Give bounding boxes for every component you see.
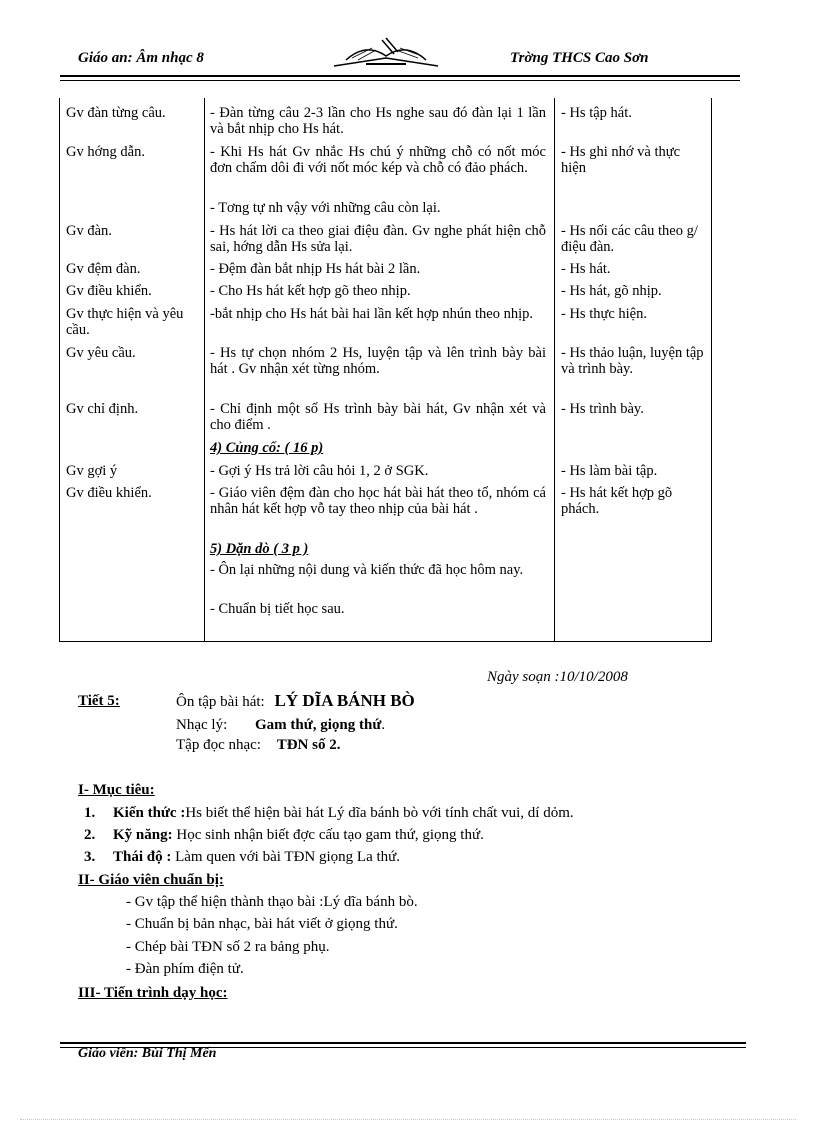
student-cell: - Hs hát. — [561, 261, 611, 277]
prep-date: Ngày soạn :10/10/2008 — [487, 669, 628, 685]
content-cell: - Gợi ý Hs trả lời câu hỏi 1, 2 ở SGK. — [210, 463, 429, 479]
objective-text: Hs biết thể hiện bài hát Lý dĩa bánh bò với tính chất vui, dí dỏm. — [185, 805, 574, 821]
column-divider — [204, 98, 205, 641]
objective-text: Làm quen với bài TĐN giọng La thứ. — [171, 849, 401, 865]
procedure-heading: III- Tiến trình dạy học: — [78, 985, 228, 1001]
student-cell: - Hs nối các câu theo g/điệu đàn. — [561, 223, 698, 255]
student-cell: - Hs hát kết hợp gõ phách. — [561, 485, 673, 517]
content-cell: - Tơng tự nh vậy với những câu còn lại. — [210, 200, 441, 216]
header-rule — [60, 75, 740, 77]
student-cell: - Hs tập hát. — [561, 105, 632, 121]
preparation-item: - Chuẩn bị bản nhạc, bài hát viết ở giọng thứ. — [126, 916, 398, 932]
objective-item — [84, 848, 400, 866]
content-cell: - Giáo viên đệm đàn cho học hát bài hát theo tổ, nhóm cá nhân hát kết hợp vỗ tay theo nhịp của bài hát . — [210, 485, 546, 517]
objective-number: 1. — [84, 805, 96, 821]
lesson-line-3 — [176, 736, 340, 754]
lesson-table — [59, 98, 712, 642]
content-cell: - Hs hát lời ca theo giai điệu đàn. Gv nghe phát hiện chỗ sai, hớng dẫn Hs sửa lại. — [210, 223, 546, 255]
lesson-line-2-prefix: Nhạc lý: — [176, 717, 228, 733]
preparation-item: - Gv tập thể hiện thành thạo bài :Lý dĩa bánh bò. — [126, 894, 418, 910]
column-divider — [554, 98, 555, 641]
lesson-line-3-prefix: Tập đọc nhạc: — [176, 737, 261, 753]
header-rule-thin — [60, 80, 740, 81]
song-title: LÝ DĨA BÁNH BÒ — [274, 691, 415, 710]
content-cell: - Ôn lại những nội dung và kiến thức đã học hôm nay. — [210, 562, 524, 578]
teacher-cell: Gv đệm đàn. — [66, 261, 141, 277]
objective-number: 3. — [84, 849, 96, 865]
content-cell: - Cho Hs hát kết hợp gõ theo nhịp. — [210, 283, 411, 299]
lesson-line-2 — [176, 716, 385, 734]
content-cell: - Khi Hs hát Gv nhắc Hs chú ý những chỗ có nốt móc đơn chấm dôi đi với nốt móc kép và chỗ có đảo phách. — [210, 144, 546, 176]
content-cell: -bắt nhịp cho Hs hát bài hai lần kết hợp nhún theo nhịp. — [210, 306, 533, 322]
lesson-line-1 — [176, 692, 415, 711]
student-cell: - Hs thực hiện. — [561, 306, 647, 322]
objective-label: Kỹ năng: — [113, 827, 173, 843]
teacher-cell: Gv điều khiển. — [66, 485, 152, 501]
teacher-cell: Gv gợi ý — [66, 463, 118, 479]
content-cell: - Hs tự chọn nhóm 2 Hs, luyện tập và lên trình bày bài hát . Gv nhận xét từng nhóm. — [210, 345, 546, 377]
preparation-heading: II- Giáo viên chuẩn bị: — [78, 872, 224, 888]
lesson-line-1-prefix: Ôn tập bài hát: — [176, 694, 265, 710]
teacher-cell: Gv đàn từng câu. — [66, 105, 166, 121]
teacher-cell: Gv thực hiện và yêu cầu. — [66, 306, 184, 338]
objective-item — [84, 804, 574, 822]
student-cell: - Hs làm bài tập. — [561, 463, 658, 479]
preparation-item: - Đàn phím điện tử. — [126, 961, 244, 977]
footer-rule — [60, 1042, 746, 1044]
objective-text: Học sinh nhận biết đợc cấu tạo gam thứ, giọng thứ. — [172, 827, 484, 843]
content-cell: - Đệm đàn bắt nhịp Hs hát bài 2 lần. — [210, 261, 421, 277]
footer-teacher: Giáo viên: Bùi Thị Mến — [78, 1046, 217, 1061]
objective-number: 2. — [84, 827, 96, 843]
objective-label: Kiến thức : — [113, 805, 186, 821]
preparation-item: - Chép bài TĐN số 2 ra bảng phụ. — [126, 939, 330, 955]
lesson-label: Tiết 5: — [78, 693, 120, 709]
student-cell: - Hs ghi nhớ và thực hiện — [561, 144, 681, 176]
student-cell: - Hs hát, gõ nhịp. — [561, 283, 662, 299]
content-cell: - Chuẩn bị tiết học sau. — [210, 601, 345, 617]
page-edge-dots — [20, 1119, 796, 1120]
student-cell: - Hs thảo luận, luyện tập và trình bày. — [561, 345, 704, 377]
teacher-cell: Gv chỉ định. — [66, 401, 139, 417]
header-right: Trờng THCS Cao Sơn — [510, 50, 649, 66]
book-logo-icon — [326, 36, 446, 72]
student-cell: - Hs trình bày. — [561, 401, 644, 417]
objective-label: Thái độ : — [113, 849, 172, 865]
teacher-cell: Gv đàn. — [66, 223, 112, 239]
teacher-cell: Gv yêu cầu. — [66, 345, 136, 361]
objective-item — [84, 826, 484, 844]
solfege-title: TĐN số 2. — [276, 737, 341, 753]
teacher-cell: Gv điều khiển. — [66, 283, 152, 299]
objectives-heading: I- Mục tiêu: — [78, 782, 155, 798]
content-cell: - Chỉ định một số Hs trình bày bài hát, Gv nhận xét và cho điểm . — [210, 401, 546, 433]
theory-title: Gam thứ, giọng thứ — [254, 717, 382, 733]
header-left: Giáo an: Âm nhạc 8 — [78, 50, 204, 66]
content-cell: - Đàn từng câu 2-3 lần cho Hs nghe sau đó đàn lại 1 lần và bắt nhịp cho Hs hát. — [210, 105, 546, 137]
teacher-cell: Gv hớng dẫn. — [66, 144, 145, 160]
lesson-line-2-suffix: . — [381, 717, 386, 733]
section-heading: 4) Củng cố: ( 16 p) — [210, 440, 324, 456]
section-heading: 5) Dặn dò ( 3 p ) — [210, 541, 309, 557]
